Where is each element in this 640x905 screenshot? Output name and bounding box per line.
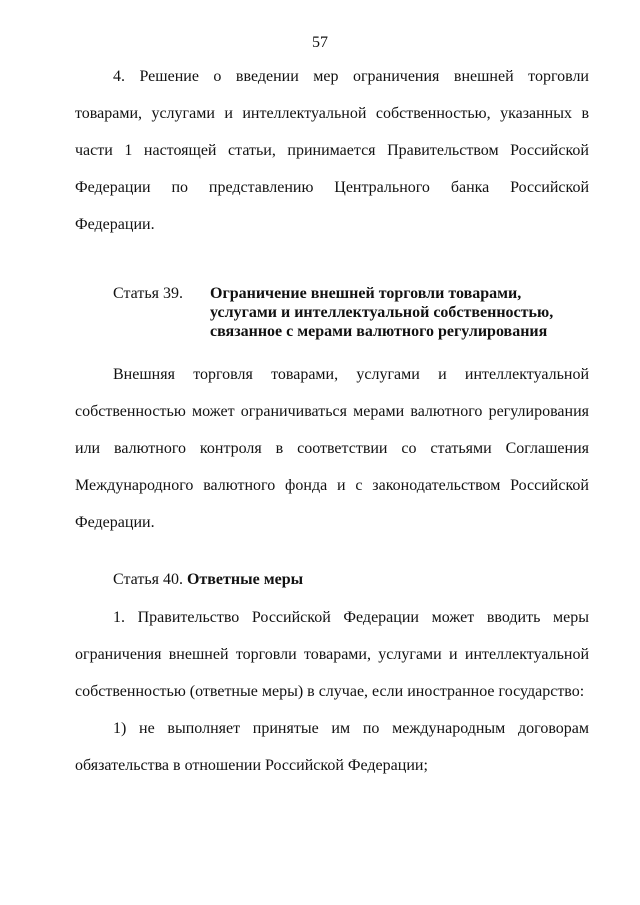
article-40-item-1 (75, 710, 589, 784)
text-line: ограничения внешней торговли товарами, услугами и интеллектуальной (75, 646, 589, 663)
title-line: связанное с мерами валютного регулирования (210, 323, 548, 340)
text-line: товарами, услугами и интеллектуальной собственностью, указанных в (75, 105, 589, 122)
text-line: Федерации по представлению Центрального банка Российской (75, 179, 589, 196)
page-number: 57 (312, 34, 328, 51)
article-39-body (75, 356, 589, 541)
article-39-title (210, 284, 590, 341)
text-line: обязательства в отношении Российской Федерации; (75, 757, 428, 774)
article-40-paragraph-1 (75, 599, 589, 710)
text-line: Внешняя торговля товарами, услугами и интеллектуальной (113, 366, 589, 383)
title-line: услугами и интеллектуальной собственностью, (210, 304, 554, 321)
paragraph-4 (75, 58, 589, 243)
text-line: Международного валютного фонда и с законодательством Российской (75, 477, 589, 494)
article-40-label: Статья 40. (113, 571, 183, 588)
text-line: или валютного контроля в соответствии со статьями Соглашения (75, 440, 589, 457)
text-line: 4. Решение о введении мер ограничения внешней торговли (113, 68, 589, 85)
article-40-title: Ответные меры (186, 571, 304, 588)
text-line: 1. Правительство Российской Федерации может вводить меры (113, 609, 589, 626)
text-line: собственностью может ограничиваться мерами валютного регулирования (75, 403, 589, 420)
article-40-heading (113, 569, 303, 591)
text-line: собственностью (ответные меры) в случае, если иностранное государство: (75, 683, 585, 700)
text-line: части 1 настоящей статьи, принимается Правительством Российской (75, 142, 589, 159)
title-line: Ограничение внешней торговли товарами, (210, 285, 522, 302)
article-39-label: Статья 39. (113, 285, 183, 302)
text-line: 1) не выполняет принятые им по международным договорам (113, 720, 589, 737)
text-line: Федерации. (75, 216, 155, 233)
text-line: Федерации. (75, 514, 155, 531)
